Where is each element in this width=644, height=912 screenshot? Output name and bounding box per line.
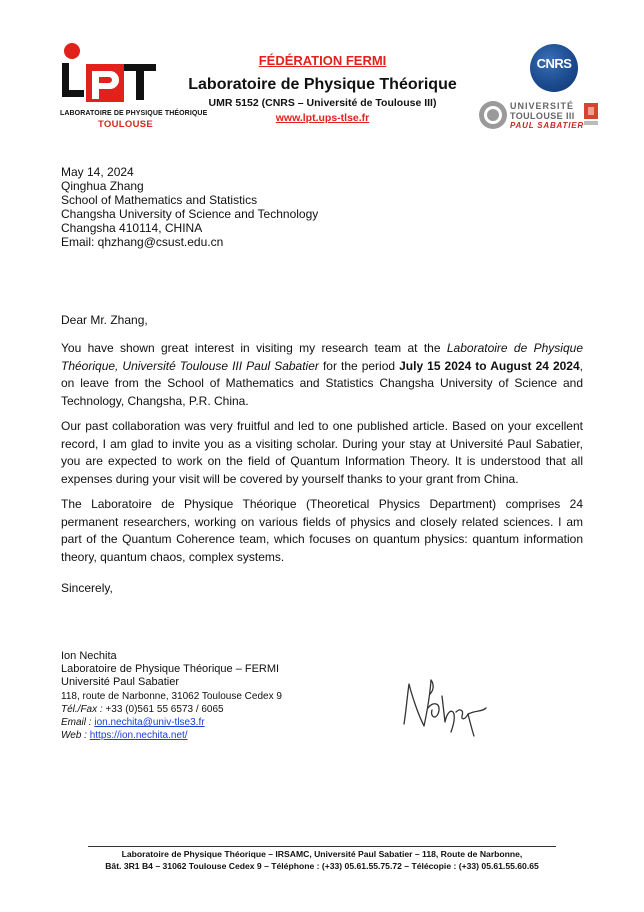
handwritten-signature	[398, 674, 490, 738]
signer-name: Ion Nechita	[61, 650, 117, 662]
cnrs-logo-text: CNRS	[536, 56, 572, 71]
signer-email-link[interactable]: ion.nechita@univ-tlse3.fr	[94, 717, 205, 728]
signer-web	[61, 729, 188, 742]
visit-period: July 15 2024 to August 24 2024	[399, 358, 580, 373]
footer-rule	[88, 846, 556, 847]
paragraph-1-c: , on leave from the School of Mathematics and Statistics Changsha University of Science and Technology, Changsha, P.R. China.	[61, 358, 583, 408]
phone-value: +33 (0)561 55 6573 / 6065	[102, 704, 224, 715]
signer-lab: Laboratoire de Physique Théorique – FERMI	[61, 663, 280, 675]
recipient-school: School of Mathematics and Statistics	[61, 193, 258, 207]
footer-line-2: Bât. 3R1 B4 – 31062 Toulouse Cedex 9 – Téléphone : (+33) 05.61.55.75.72 – Télécopie : (+33) 05.61.55.60.65	[105, 861, 539, 871]
umr-line: UMR 5152 (CNRS – Université de Toulouse III)	[208, 97, 437, 109]
letter-date: May 14, 2024	[61, 165, 134, 179]
paragraph-1-a: You have shown great interest in visiting my research team at the	[61, 341, 447, 355]
lpt-logo	[58, 38, 158, 132]
recipient-name: Qinghua Zhang	[61, 179, 144, 193]
salutation: Dear Mr. Zhang,	[61, 313, 148, 327]
lab-website-link[interactable]: www.lpt.ups-tlse.fr	[275, 112, 370, 124]
recipient-university: Changsha University of Science and Technology	[61, 207, 319, 221]
email-label: Email :	[61, 717, 92, 728]
recipient-email: Email: qhzhang@csust.edu.cn	[61, 235, 224, 249]
signer-university: Université Paul Sabatier	[61, 676, 180, 688]
paragraph-3: The Laboratoire de Physique Théorique (Theoretical Physics Department) comprises 24 permanent researchers, working on various fields of physics and closely related sciences. I am part of the Quantum Coherence team, which focuses on quantum physics: quantum information theory, quantum chaos, complex systems.	[61, 497, 583, 564]
ups-line-2: TOULOUSE III	[510, 111, 575, 121]
paragraph-1	[61, 340, 583, 410]
signer-address: 118, route de Narbonne, 31062 Toulouse Cedex 9	[61, 691, 282, 702]
ups-line-3: PAUL SABATIER	[510, 121, 584, 130]
signer-web-link[interactable]: https://ion.nechita.net/	[89, 730, 188, 741]
signer-phone	[61, 703, 224, 716]
lpt-city: TOULOUSE	[98, 119, 154, 130]
paragraph-2: Our past collaboration was very fruitful and led to one published article. Based on your excellent record, I am glad to invite you as a visiting scholar. During your stay at Université Paul Sabatier, you are expected to work on the field of Quantum Information Theory. It is understood that all expenses during your visit will be covered by yourself thanks to your grant from China.	[61, 419, 583, 486]
federation-title: FÉDÉRATION FERMI	[258, 53, 387, 68]
footer-line-1: Laboratoire de Physique Théorique – IRSAMC, Université Paul Sabatier – 118, Route de Narbonne,	[121, 849, 523, 859]
signer-email	[61, 716, 205, 729]
phone-label: Tél./Fax :	[61, 704, 103, 715]
recipient-city: Changsha 410114, CHINA	[61, 221, 203, 235]
web-label: Web :	[61, 730, 87, 741]
ups-line-1: UNIVERSITÉ	[510, 101, 575, 111]
paragraph-1-lab: Laboratoire de Physique Théorique, Université Toulouse III Paul Sabatier	[61, 341, 583, 373]
lpt-subtitle: LABORATOIRE DE PHYSIQUE THÉORIQUE	[60, 110, 208, 117]
paragraph-1-b: for the period	[318, 358, 400, 373]
lab-title: Laboratoire de Physique Théorique	[188, 76, 457, 93]
closing: Sincerely,	[61, 581, 113, 595]
